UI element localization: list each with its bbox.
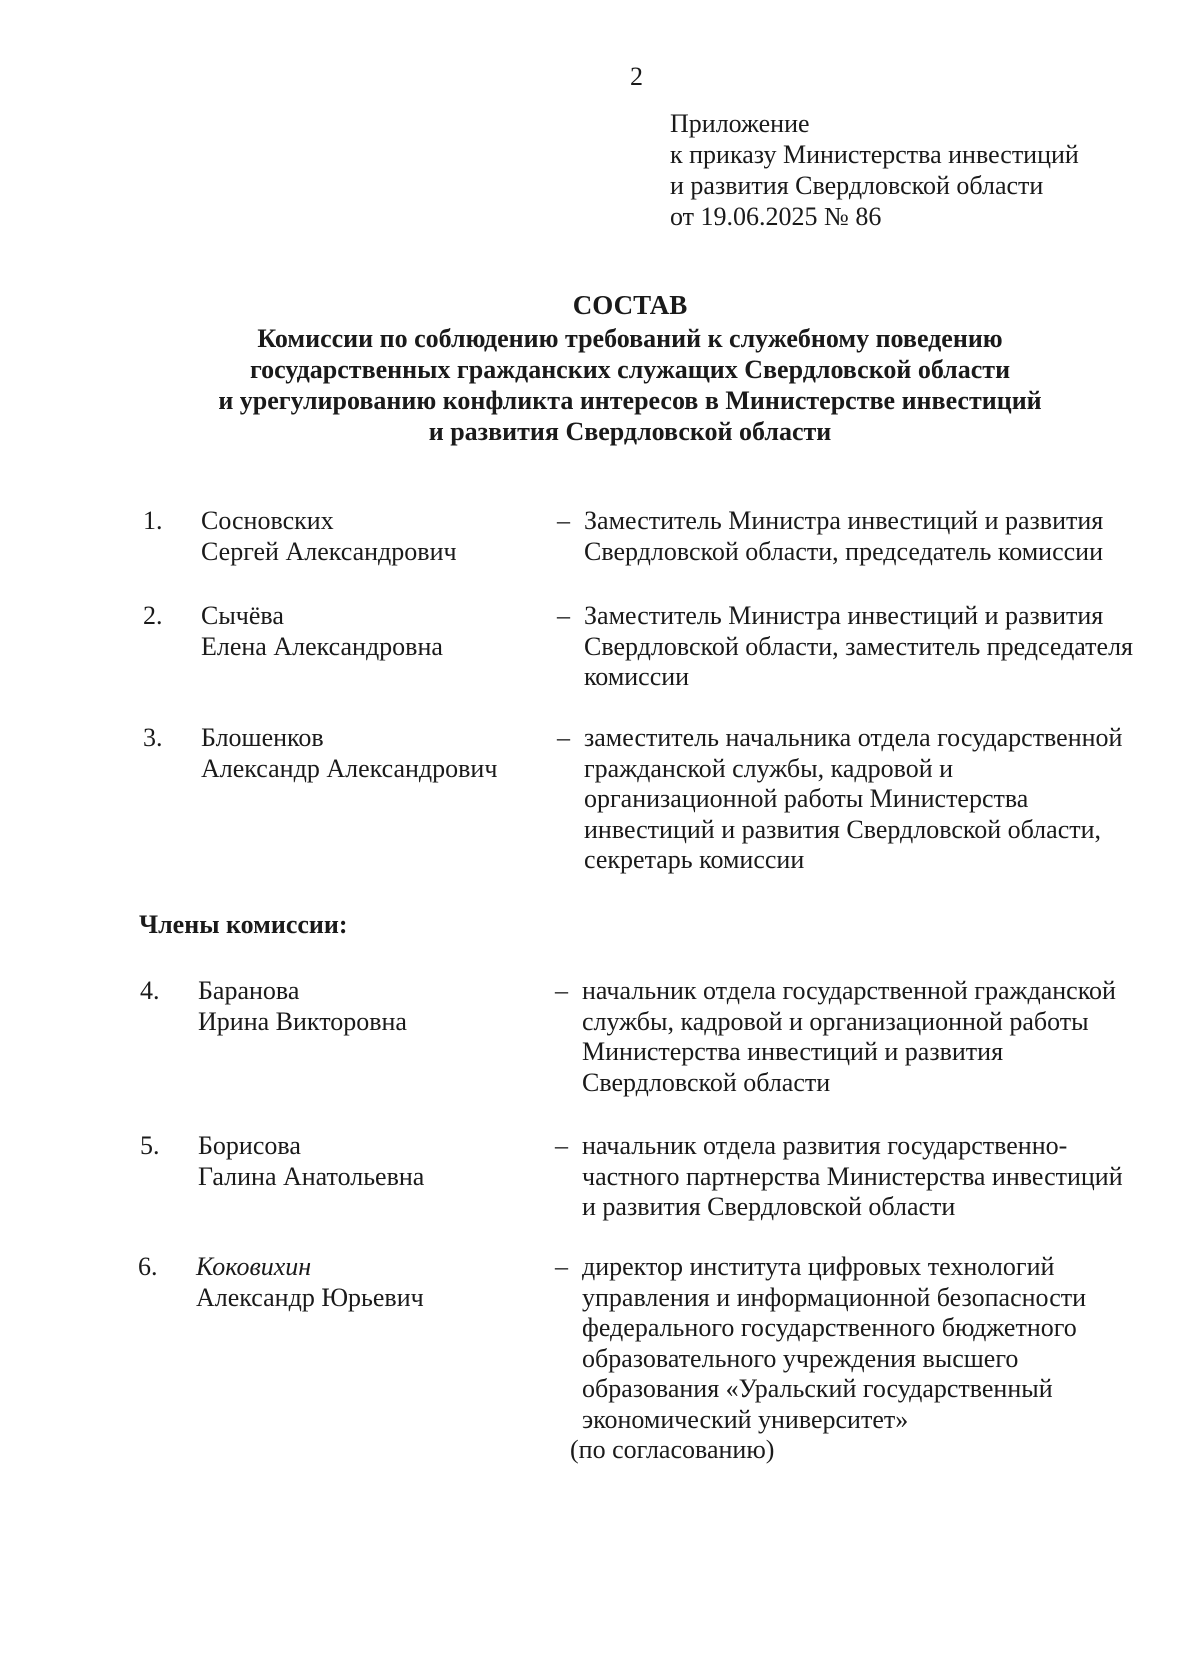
entry-dash: – [555,976,568,1005]
position-line: (по согласованию) [570,1435,775,1464]
entry-dash: – [555,1252,568,1281]
member-position [584,723,1122,876]
entry-number: 2. [143,601,163,630]
entry-number: 1. [143,506,163,535]
member-surname: Сосновских [201,506,334,535]
member-surname: Борисова [198,1131,301,1160]
member-surname: Коковихин [196,1252,312,1281]
entry-dash: – [557,723,570,752]
member-surname: Баранова [198,976,300,1005]
document-heading [0,290,1200,447]
position-line: образовательного учреждения высшего [582,1343,1019,1373]
member-position [584,506,1103,567]
position-line: Свердловской области [582,1067,831,1097]
member-name [201,723,497,784]
heading-title: СОСТАВ [572,290,688,320]
member-name [196,1252,424,1313]
member-given-name: Галина Анатольевна [198,1161,425,1191]
position-line: начальник отдела развития государственно- [582,1131,1068,1160]
appendix-line: к приказу Министерства инвестиций [670,140,1079,169]
position-line: образования «Уральский государственный [582,1374,1053,1403]
heading-line: Комиссии по соблюдению требований к служебному поведению [257,324,1003,353]
position-line: Заместитель Министра инвестиций и развития [584,506,1104,535]
member-given-name: Ирина Викторовна [198,1006,407,1036]
appendix-line: и развития Свердловской области [670,171,1044,200]
position-line: Свердловской области, заместитель председателя [584,631,1133,661]
member-name [198,1131,424,1192]
member-position [582,976,1116,1098]
member-position [570,1252,1087,1466]
member-position [582,1131,1123,1223]
page-number: 2 [630,62,643,91]
appendix-line: от 19.06.2025 № 86 [670,202,882,231]
position-line: Министерства инвестиций и развития [582,1037,1004,1066]
position-line: управления и информационной безопасности [582,1282,1087,1312]
position-line: начальник отдела государственной гражданской [582,976,1116,1005]
heading-line: государственных гражданских служащих Свердловской области [249,355,1011,384]
position-line: Заместитель Министра инвестиций и развития [584,601,1104,630]
member-given-name: Сергей Александрович [201,536,457,566]
entry-dash: – [557,506,570,535]
entry-number: 4. [140,976,160,1005]
position-line: гражданской службы, кадровой и [584,753,954,783]
appendix-block [670,108,1079,232]
member-name [201,601,443,662]
member-given-name: Александр Юрьевич [196,1282,424,1312]
position-line: организационной работы Министерства [584,784,1029,813]
entry-number: 5. [140,1131,160,1160]
position-line: и развития Свердловской области [582,1192,956,1221]
position-line: секретарь комиссии [584,845,805,874]
position-line: инвестиций и развития Свердловской области, [584,814,1102,844]
position-line: экономический университет» [582,1404,909,1434]
member-given-name: Александр Александрович [201,753,498,783]
member-name [201,506,457,567]
position-line: службы, кадровой и организационной работы [582,1006,1089,1036]
position-line: частного партнерства Министерства инвестиций [582,1161,1123,1191]
member-name [198,976,407,1037]
position-line: директор института цифровых технологий [582,1252,1055,1281]
heading-line: и урегулированию конфликта интересов в Министерстве инвестиций [218,386,1042,415]
heading-line: и развития Свердловской области [428,417,832,446]
member-surname: Сычёва [201,601,284,630]
member-surname: Блошенков [201,723,324,752]
entry-number: 3. [143,723,163,752]
member-position [584,601,1133,693]
members-section-label: Члены комиссии: [139,910,348,939]
position-line: комиссии [584,662,690,691]
entry-dash: – [555,1131,568,1160]
position-line: заместитель начальника отдела государственной [584,723,1123,752]
appendix-line: Приложение [670,109,810,138]
entry-number: 6. [138,1252,158,1281]
member-given-name: Елена Александровна [201,631,443,661]
entry-dash: – [557,601,570,630]
position-line: Свердловской области, председатель комиссии [584,536,1103,566]
position-line: федерального государственного бюджетного [582,1313,1077,1342]
